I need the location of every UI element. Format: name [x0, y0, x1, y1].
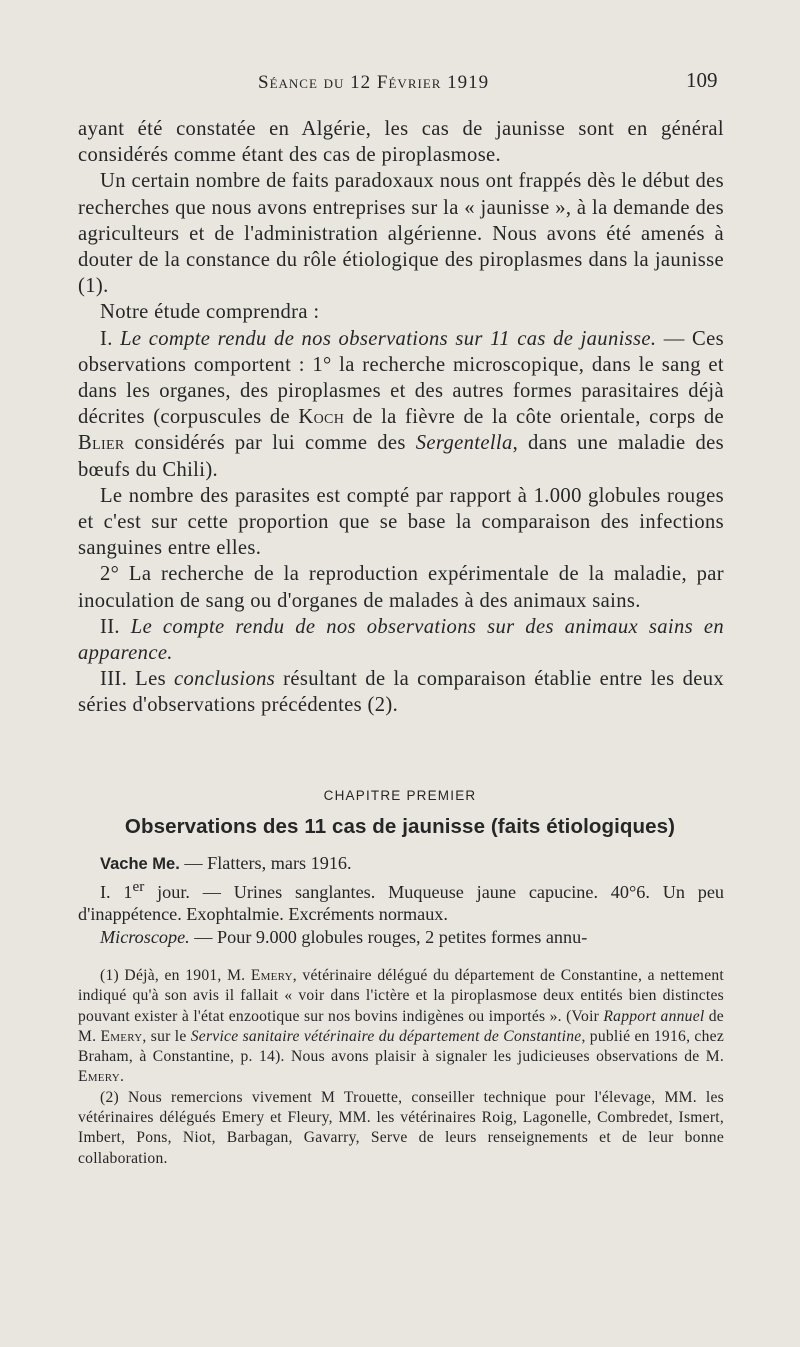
text: , sur le	[142, 1027, 191, 1045]
footnote	[78, 966, 724, 1088]
paragraph	[78, 326, 724, 483]
text: de M.	[78, 1007, 724, 1045]
running-head: Séance du 12 Février 1919	[258, 72, 490, 93]
paragraph	[78, 614, 724, 666]
chapter-title: Observations des 11 cas de jaunisse (faits étiologiques)	[124, 815, 676, 838]
chapter-label: CHAPITRE PREMIER	[323, 788, 477, 803]
section-number: II.	[100, 615, 131, 638]
author-name: Koch	[298, 406, 345, 429]
paragraph	[78, 852, 724, 876]
paragraph	[78, 666, 724, 718]
text: III. Les	[100, 668, 175, 691]
paragraph: Le nombre des parasites est compté par rapport à 1.000 globules rouges et c'est sur cette proportion que se base la comparaison des infections sanguines entre elles.	[78, 484, 724, 560]
section-number: I.	[100, 327, 121, 350]
italic-text: Le compte rendu de nos observations sur 11 cas de jaunisse.	[120, 327, 657, 350]
italic-text: Le compte rendu de nos observations sur des animaux sains en apparence.	[78, 615, 724, 665]
paragraph: Notre étude comprendra :	[100, 301, 320, 324]
footnotes	[78, 966, 724, 1169]
author-name: Emery	[78, 1068, 120, 1086]
author-name: Emery	[100, 1027, 143, 1045]
paragraph	[78, 926, 724, 949]
page-number: 109	[686, 68, 718, 92]
text: I. 1	[100, 881, 133, 902]
text: jour. — Urines sanglantes. Muqueuse jaune capucine. 40°6. Un peu d'inappétence. Exophtalmie. Excréments normaux.	[78, 881, 724, 925]
observation-subject: Vache Me.	[100, 855, 180, 873]
text: — Flatters, mars 1916.	[179, 853, 352, 873]
observation-text	[78, 852, 724, 948]
footnote: (2) Nous remercions vivement M Trouette, conseiller technique pour l'élevage, MM. les vétérinaires délégués Emery et Fleury, MM. les vétérinaires Roig, Lagonelle, Combredet, Ismert, Imbert, Pons, Niot, Barbagan, Gavarry, Serve de leurs renseignements et de leur bonne collaboration.	[78, 1088, 724, 1167]
italic-text: Microscope.	[100, 926, 190, 947]
paragraph: Un certain nombre de faits paradoxaux nous ont frappés dès le début des recherches que nous avons entreprises sur la « jaunisse », à la demande des agriculteurs et de l'administration algérienne. Nous avons été amenés à douter de la constance du rôle étiologique des piroplasmes dans la jaunisse (1).	[78, 170, 724, 298]
text: , vétérinaire délégué du département de Constantine, a nettement indiqué qu'à son avis il fallait « voir dans l'ictère et la piroplasmose deux entités bien distinctes pouvant exister à l'état enzootique sur nos bovins indigènes ou importés ». (Voir	[78, 967, 724, 1025]
text: considérés par lui comme des	[124, 432, 416, 455]
paragraph: 2° La recherche de la reproduction expérimentale de la maladie, par inoculation de sang ou d'organes de malades à des animaux sains.	[78, 563, 724, 612]
italic-text: Rapport annuel	[603, 1007, 705, 1025]
text: — Pour 9.000 globules rouges, 2 petites formes annu-	[189, 926, 588, 947]
text: , publié en 1916, chez Braham, à Constantine, p. 14). Nous avons plaisir à signaler les judicieuses observations de M.	[78, 1027, 724, 1066]
superscript: er	[132, 877, 145, 895]
italic-text: conclusions	[174, 668, 276, 691]
author-name: Emery	[250, 967, 293, 984]
text: , dans une maladie des bœufs du Chili).	[78, 432, 724, 481]
paragraph: ayant été constatée en Algérie, les cas de jaunisse sont en général considérés comme étant des cas de piroplasmose.	[78, 118, 724, 167]
main-text	[78, 116, 724, 719]
italic-text: Service sanitaire vétérinaire du département de Constantine	[190, 1027, 582, 1045]
paragraph	[78, 876, 724, 926]
author-name: Blier	[78, 432, 125, 455]
text: .	[119, 1068, 125, 1086]
text: (1) Déjà, en 1901, M.	[100, 967, 251, 984]
text: résultant de la comparaison établie entre les deux séries d'observations précédentes (2).	[78, 668, 725, 717]
text: — Ces observations comportent : 1° la recherche microscopique, dans le sang et dans les organes, des piroplasmes et des autres formes parasitaires déjà décrites (corpuscules de	[78, 327, 724, 429]
text: de la fièvre de la côte orientale, corps de	[344, 406, 724, 429]
italic-text: Sergentella	[415, 432, 513, 455]
page-header	[0, 66, 800, 96]
